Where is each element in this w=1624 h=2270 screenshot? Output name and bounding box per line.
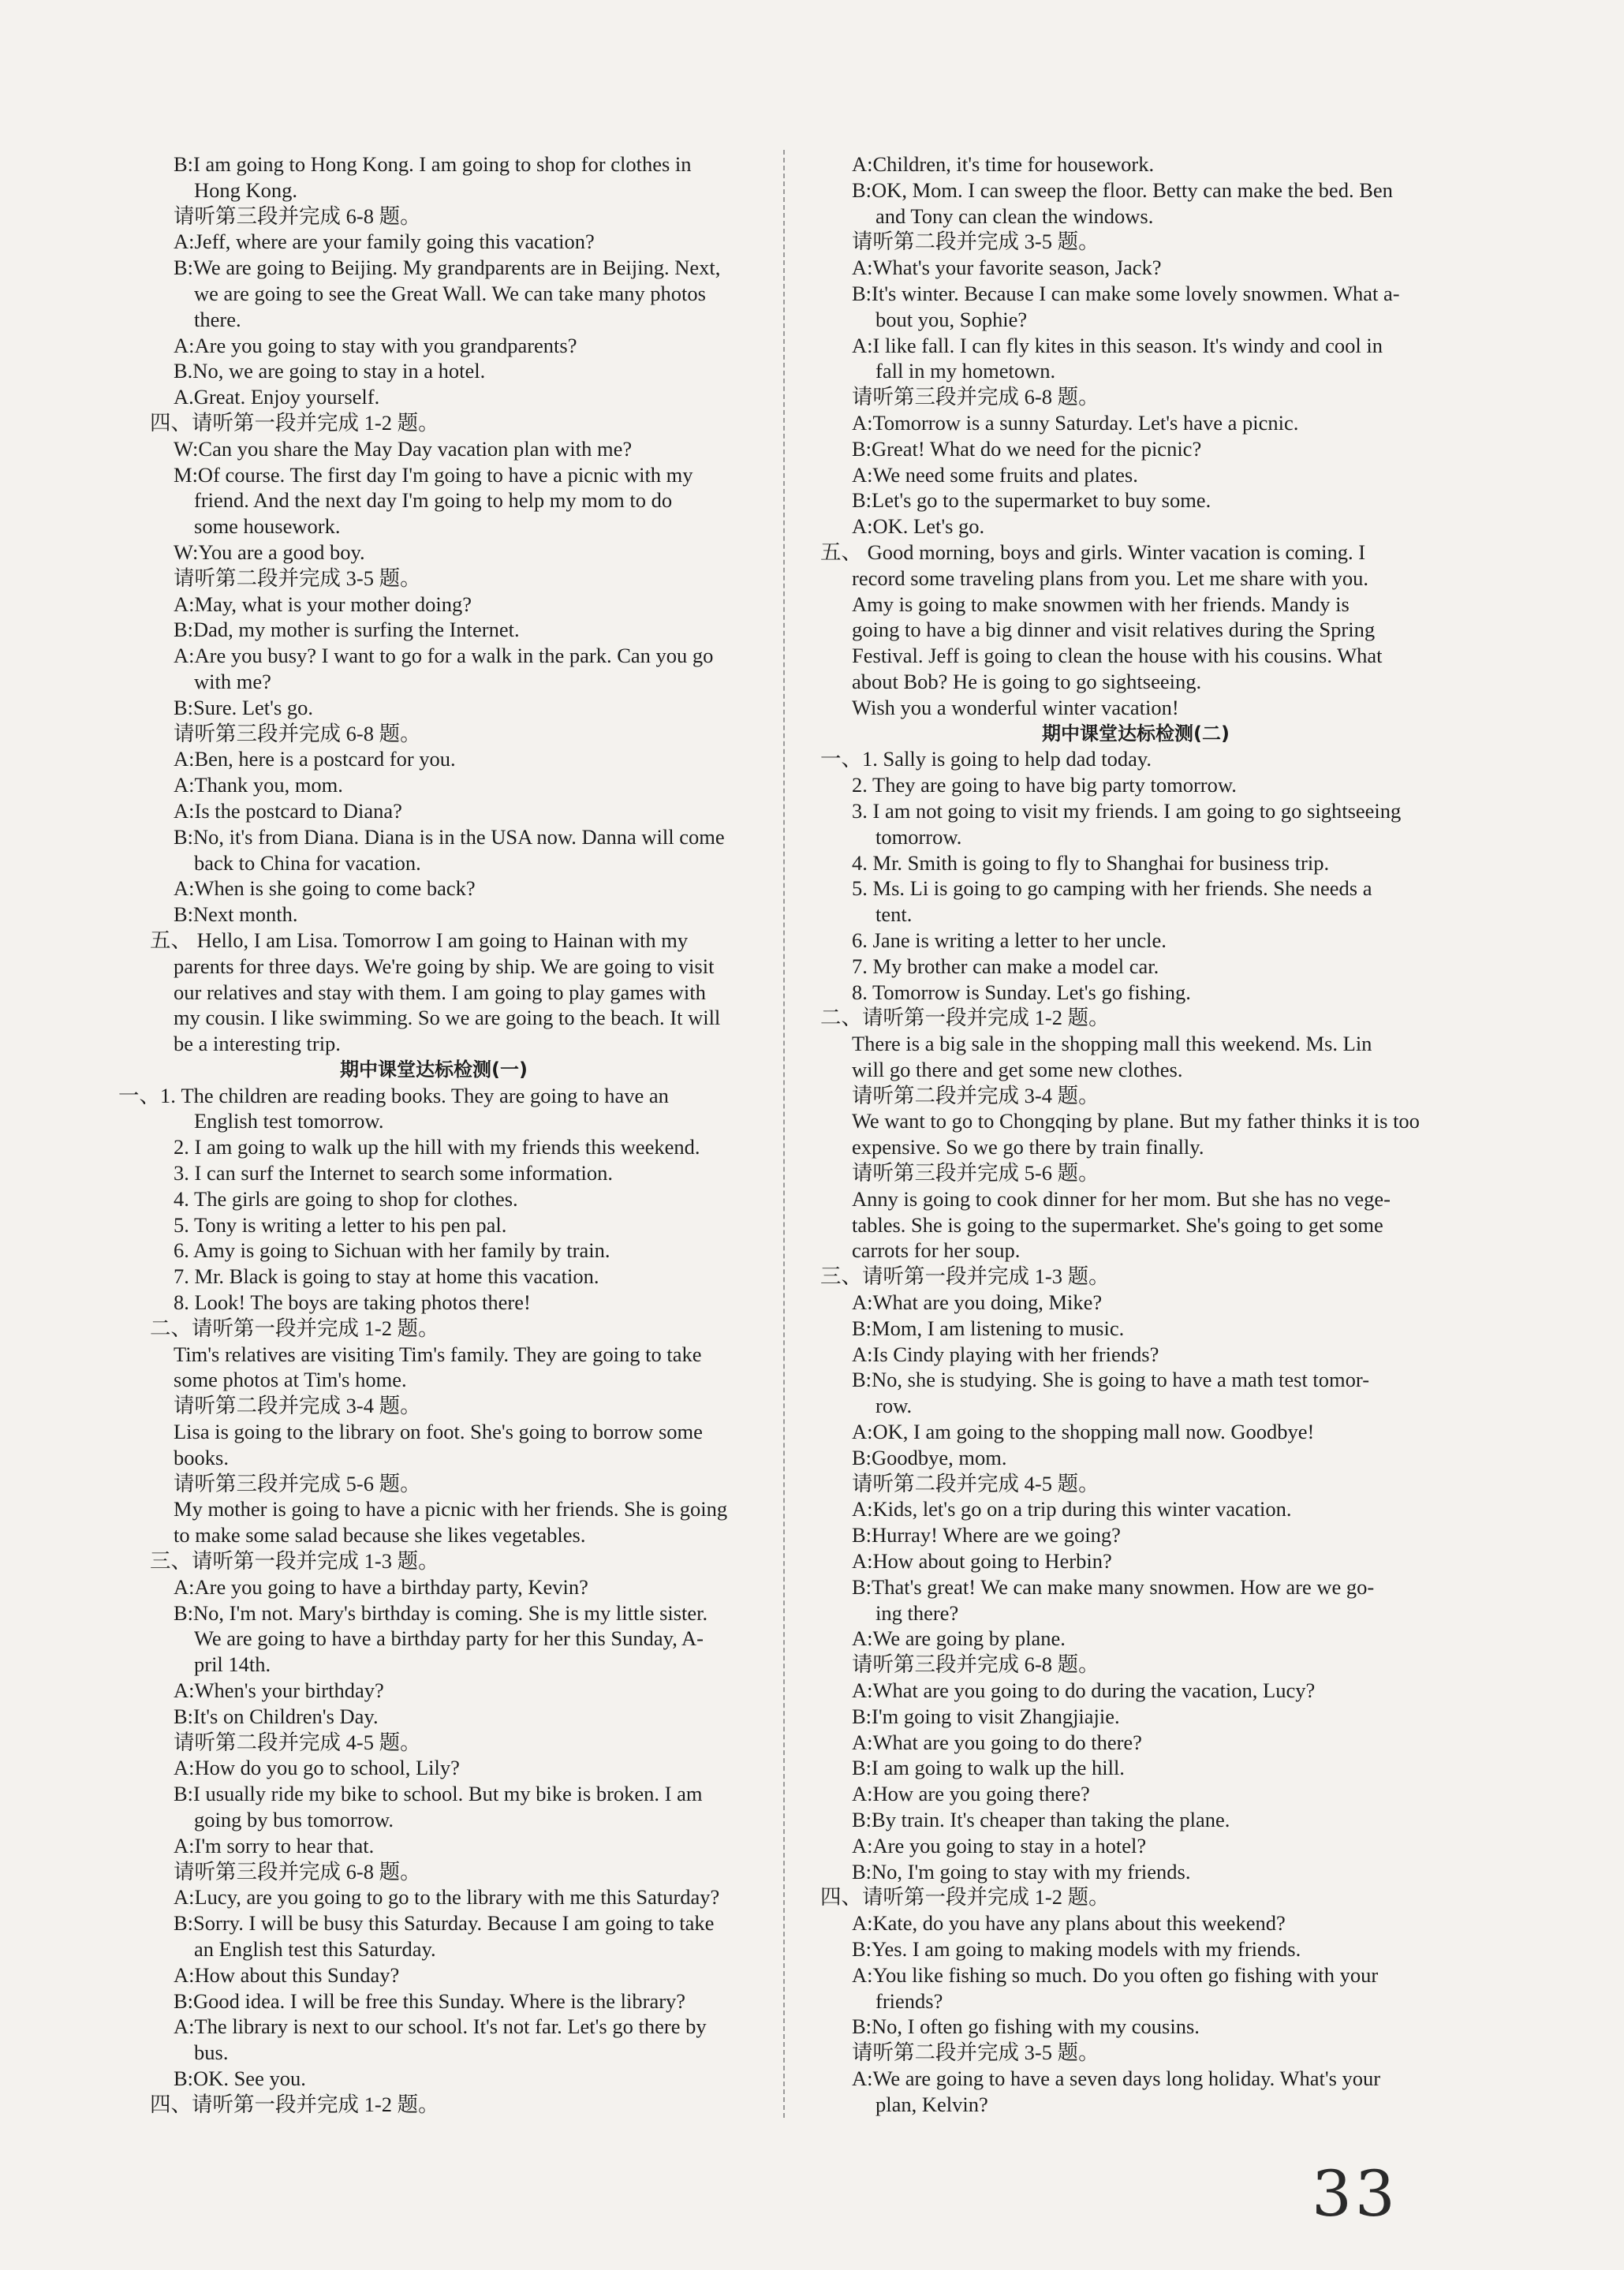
text-line: 五、 Hello, I am Lisa. Tomorrow I am going to Hainan with my	[150, 928, 689, 952]
text-line: 请听第三段并完成 5-6 题。	[852, 1161, 1099, 1185]
text-line: 6. Jane is writing a letter to her uncle.	[852, 928, 1167, 952]
text-line: A:Lucy, are you going to go to the library with me this Saturday?	[174, 1885, 720, 1910]
text-line: A:Jeff, where are your family going this vacation?	[174, 230, 595, 254]
text-line: A:Ben, here is a postcard for you.	[174, 747, 456, 771]
text-line: Tim's relatives are visiting Tim's family. They are going to take	[174, 1342, 702, 1366]
text-line: B:I'm going to visit Zhangjiajie.	[852, 1704, 1120, 1728]
text-line: B:Let's go to the supermarket to buy some.	[852, 488, 1211, 513]
text-line: B:Good idea. I will be free this Sunday. Where is the library?	[174, 1988, 686, 2013]
text-line: record some traveling plans from you. Let me share with you.	[852, 566, 1368, 590]
text-line: 一、1. Sally is going to help dad today.	[820, 747, 1152, 771]
text-line: 请听第三段并完成 6-8 题。	[174, 721, 421, 745]
text-line: 三、请听第一段并完成 1-3 题。	[150, 1549, 439, 1574]
text-line: 四、请听第一段并完成 1-2 题。	[150, 2092, 439, 2116]
text-line: B:Great! What do we need for the picnic?	[852, 436, 1202, 461]
text-line: will go there and get some new clothes.	[852, 1057, 1183, 1081]
text-line: B:No, I'm not. Mary's birthday is coming. She is my little sister.	[174, 1600, 708, 1625]
text-line: A:Are you going to stay with you grandparents?	[174, 333, 577, 357]
text-line: 五、 Good morning, boys and girls. Winter vacation is coming. I	[820, 539, 1366, 564]
text-line: A:What are you doing, Mike?	[852, 1290, 1103, 1315]
text-line: A:Is Cindy playing with her friends?	[852, 1342, 1159, 1366]
text-line: 7. My brother can make a model car.	[852, 954, 1159, 978]
section-title: 期中课堂达标检测(一)	[340, 1058, 528, 1081]
text-line: 2. They are going to have big party tomorrow.	[852, 773, 1237, 797]
text-line: A:What's your favorite season, Jack?	[852, 256, 1162, 280]
column-divider	[783, 150, 785, 2118]
text-line: A:The library is next to our school. It's not far. Let's go there by	[174, 2014, 707, 2039]
text-line: 请听第二段并完成 3-5 题。	[852, 2040, 1099, 2065]
text-line: Lisa is going to the library on foot. She's going to borrow some	[174, 1420, 703, 1444]
text-line: tomorrow.	[875, 824, 962, 849]
text-line: Amy is going to make snowmen with her friends. Mandy is	[852, 592, 1350, 616]
text-line: B:No, I often go fishing with my cousins.	[852, 2014, 1200, 2039]
text-line: B:I usually ride my bike to school. But my bike is broken. I am	[174, 1782, 703, 1806]
text-line: B:No, it's from Diana. Diana is in the USA now. Danna will come	[174, 824, 725, 849]
text-line: 四、请听第一段并完成 1-2 题。	[820, 1885, 1110, 1910]
text-line: A:OK. Let's go.	[852, 514, 985, 539]
text-line: and Tony can clean the windows.	[875, 203, 1154, 228]
text-line: friends?	[875, 1988, 943, 2013]
text-line: B:Yes. I am going to making models with my friends.	[852, 1936, 1301, 1961]
text-line: with me?	[194, 669, 271, 693]
text-line: A:Kids, let's go on a trip during this winter vacation.	[852, 1497, 1292, 1521]
text-line: an English test this Saturday.	[194, 1936, 436, 1961]
text-line: A:Is the postcard to Diana?	[174, 798, 402, 823]
text-line: A:We need some fruits and plates.	[852, 462, 1138, 487]
text-line: A:Kate, do you have any plans about this weekend?	[852, 1911, 1286, 1936]
text-line: B:Hurray! Where are we going?	[852, 1523, 1121, 1548]
text-line: A:Are you going to stay in a hotel?	[852, 1833, 1147, 1857]
text-line: A:We are going by plane.	[852, 1626, 1066, 1651]
text-line: parents for three days. We're going by ship. We are going to visit	[174, 954, 715, 978]
text-line: B:It's winter. Because I can make some lovely snowmen. What a-	[852, 281, 1400, 305]
text-line: A:I like fall. I can fly kites in this season. It's windy and cool in	[852, 333, 1383, 357]
text-line: Hong Kong.	[194, 177, 298, 202]
text-line: B:Next month.	[174, 902, 298, 927]
text-line: There is a big sale in the shopping mall this weekend. Ms. Lin	[852, 1032, 1372, 1056]
text-line: bus.	[194, 2040, 229, 2065]
text-line: We are going to have a birthday party for her this Sunday, A-	[194, 1626, 704, 1651]
text-line: B:Sorry. I will be busy this Saturday. Because I am going to take	[174, 1911, 715, 1936]
text-line: friend. And the next day I'm going to help my mom to do	[194, 488, 673, 513]
text-line: books.	[174, 1445, 229, 1469]
text-line: 3. I can surf the Internet to search some information.	[174, 1161, 614, 1185]
text-line: Wish you a wonderful winter vacation!	[852, 695, 1179, 719]
text-line: A.Great. Enjoy yourself.	[174, 385, 380, 409]
text-line: 请听第三段并完成 6-8 题。	[852, 385, 1099, 409]
text-line: A:How are you going there?	[852, 1782, 1090, 1806]
text-line: A:When's your birthday?	[174, 1678, 384, 1703]
text-line: pril 14th.	[194, 1652, 271, 1677]
text-line: A:I'm sorry to hear that.	[174, 1833, 375, 1857]
text-line: 7. Mr. Black is going to stay at home this vacation.	[174, 1264, 599, 1289]
text-line: B:I am going to walk up the hill.	[852, 1756, 1125, 1780]
text-line: B:I am going to Hong Kong. I am going to shop for clothes in	[174, 152, 692, 176]
text-line: 四、请听第一段并完成 1-2 题。	[150, 410, 439, 435]
text-line: A:OK, I am going to the shopping mall now. Goodbye!	[852, 1420, 1315, 1444]
text-line: 请听第二段并完成 3-4 题。	[852, 1083, 1099, 1107]
text-line: 二、请听第一段并完成 1-2 题。	[150, 1316, 439, 1340]
text-line: My mother is going to have a picnic with her friends. She is going	[174, 1497, 728, 1521]
text-line: A:How about this Sunday?	[174, 1962, 400, 1987]
text-line: Anny is going to cook dinner for her mom. But she has no vege-	[852, 1186, 1391, 1211]
text-line: plan, Kelvin?	[875, 2092, 988, 2116]
text-line: to make some salad because she likes vegetables.	[174, 1523, 586, 1548]
text-line: B:OK. See you.	[174, 2066, 306, 2090]
text-line: A:We are going to have a seven days long holiday. What's your	[852, 2066, 1381, 2090]
text-line: 2. I am going to walk up the hill with my friends this weekend.	[174, 1135, 700, 1159]
text-line: B.No, we are going to stay in a hotel.	[174, 359, 486, 383]
text-line: 一、1. The children are reading books. They are going to have an	[118, 1083, 669, 1107]
text-line: bout you, Sophie?	[875, 307, 1028, 331]
text-line: B:No, I'm going to stay with my friends.	[852, 1859, 1191, 1884]
text-line: M:Of course. The first day I'm going to have a picnic with my	[174, 462, 693, 487]
text-line: tables. She is going to the supermarket. She's going to get some	[852, 1212, 1383, 1237]
text-line: A:You like fishing so much. Do you often go fishing with your	[852, 1962, 1379, 1987]
text-line: B:By train. It's cheaper than taking the plane.	[852, 1808, 1230, 1831]
text-line: 请听第二段并完成 4-5 题。	[852, 1471, 1099, 1495]
text-line: B:Sure. Let's go.	[174, 695, 314, 719]
text-line: W:You are a good boy.	[174, 539, 365, 564]
text-line: our relatives and stay with them. I am going to play games with	[174, 980, 706, 1004]
text-line: A:How about going to Herbin?	[852, 1549, 1112, 1574]
text-line: B:We are going to Beijing. My grandparents are in Beijing. Next,	[174, 256, 721, 280]
text-line: 请听第三段并完成 6-8 题。	[852, 1652, 1099, 1677]
text-line: A:How do you go to school, Lily?	[174, 1756, 460, 1780]
text-line: B:OK, Mom. I can sweep the floor. Betty can make the bed. Ben	[852, 177, 1393, 202]
text-line: A:What are you going to do there?	[852, 1730, 1142, 1754]
text-line: B:It's on Children's Day.	[174, 1704, 379, 1728]
text-line: 8. Look! The boys are taking photos there!	[174, 1290, 531, 1315]
text-line: A:Children, it's time for housework.	[852, 152, 1155, 176]
text-line: there.	[194, 307, 241, 331]
text-line: expensive. So we go there by train finally.	[852, 1135, 1204, 1159]
text-line: B:No, she is studying. She is going to have a math test tomor-	[852, 1368, 1370, 1392]
text-line: Festival. Jeff is going to clean the house with his cousins. What	[852, 644, 1383, 668]
text-line: ing there?	[875, 1600, 959, 1625]
text-line: some housework.	[194, 514, 341, 539]
text-line: English test tomorrow.	[194, 1109, 384, 1133]
text-line: 6. Amy is going to Sichuan with her family by train.	[174, 1238, 610, 1263]
text-line: about Bob? He is going to go sightseeing.	[852, 669, 1202, 693]
text-line: fall in my hometown.	[875, 359, 1056, 383]
text-line: 请听第三段并完成 6-8 题。	[174, 1859, 421, 1884]
text-line: B:Goodbye, mom.	[852, 1445, 1007, 1469]
text-line: my cousin. I like swimming. So we are going to the beach. It will	[174, 1006, 721, 1030]
text-line: 4. Mr. Smith is going to fly to Shanghai for business trip.	[852, 850, 1330, 875]
text-line: B:Mom, I am listening to music.	[852, 1316, 1125, 1340]
text-line: A:What are you going to do during the vacation, Lucy?	[852, 1678, 1316, 1703]
text-line: A:Thank you, mom.	[174, 773, 343, 797]
text-line: A:When is she going to come back?	[174, 876, 476, 901]
text-line: going to have a big dinner and visit relatives during the Spring	[852, 618, 1376, 642]
text-line: B:Dad, my mother is surfing the Internet.	[174, 618, 520, 642]
text-line: B:That's great! We can make many snowmen. How are we go-	[852, 1574, 1375, 1599]
text-line: 8. Tomorrow is Sunday. Let's go fishing.	[852, 980, 1191, 1004]
text-line: carrots for her soup.	[852, 1238, 1021, 1263]
text-line: 请听第二段并完成 3-5 题。	[174, 566, 421, 590]
left-column	[118, 151, 749, 2118]
text-line: 3. I am not going to visit my friends. I am going to go sightseeing	[852, 798, 1402, 823]
text-line: 三、请听第一段并完成 1-3 题。	[820, 1264, 1110, 1289]
text-line: A:Tomorrow is a sunny Saturday. Let's have a picnic.	[852, 410, 1299, 435]
text-line: 请听第二段并完成 3-4 题。	[174, 1394, 421, 1418]
text-line: back to China for vacation.	[194, 850, 421, 875]
right-column	[820, 151, 1451, 2118]
text-line: 请听第二段并完成 4-5 题。	[174, 1730, 421, 1754]
text-line: 二、请听第一段并完成 1-2 题。	[820, 1006, 1110, 1030]
text-line: 4. The girls are going to shop for clothes.	[174, 1186, 518, 1211]
text-line: be a interesting trip.	[174, 1032, 341, 1056]
text-line: 请听第二段并完成 3-5 题。	[852, 230, 1099, 254]
text-line: some photos at Tim's home.	[174, 1368, 407, 1392]
text-line: going by bus tomorrow.	[194, 1808, 394, 1831]
text-line: we are going to see the Great Wall. We can take many photos	[194, 281, 706, 305]
text-line: A:Are you busy? I want to go for a walk in the park. Can you go	[174, 644, 714, 668]
section-title: 期中课堂达标检测(二)	[1042, 722, 1230, 745]
text-line: row.	[875, 1394, 913, 1418]
text-line: We want to go to Chongqing by plane. But my father thinks it is too	[852, 1109, 1420, 1133]
text-line: tent.	[875, 902, 913, 927]
text-line: A:Are you going to have a birthday party, Kevin?	[174, 1574, 588, 1599]
text-line: 5. Tony is writing a letter to his pen pal.	[174, 1212, 507, 1237]
text-line: 请听第三段并完成 5-6 题。	[174, 1471, 421, 1495]
text-line: W:Can you share the May Day vacation plan with me?	[174, 436, 633, 461]
text-line: 请听第三段并完成 6-8 题。	[174, 203, 421, 228]
page-number: 33	[1312, 2157, 1398, 2231]
text-line: A:May, what is your mother doing?	[174, 592, 472, 616]
text-line: 5. Ms. Li is going to go camping with her friends. She needs a	[852, 876, 1372, 901]
